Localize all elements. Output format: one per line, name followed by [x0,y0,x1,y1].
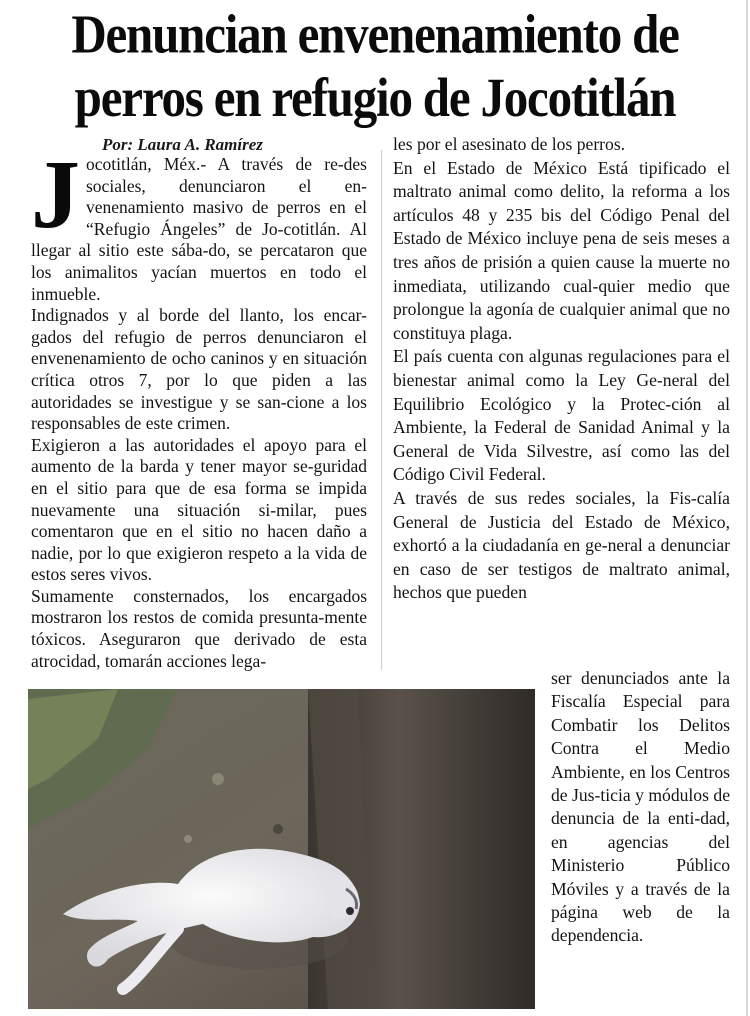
paragraph: Indignados y al borde del llanto, los encar-gados del refugio de perros denunciaron el envenenamiento de ocho caninos y en situación crítica otros 7, por lo que piden a las autoridades se investigue y se san-cione a los responsables de este crimen. [31,305,367,434]
column-divider [381,150,382,670]
narrow-column [551,667,730,948]
right-column [393,133,730,605]
paragraph: ser denunciados ante la Fiscalía Especial para Combatir los Delitos Contra el Medio Ambiente, en los Centros de Jus-ticia y módulos de denuncia de la enti-dad, en agencias del Ministerio Público Móviles y a través de la página web de la dependencia. [551,668,730,946]
paragraph: Exigieron a las autoridades el apoyo para el aumento de la barda y tener mayor se-guridad en el sitio para que de esa forma se impida nuevamente una situación si-milar, pues comentaron que en el sitio no hacen daño a nadie, por lo que exigieron respeto a la vida de estos seres vivos. [31,434,367,585]
paragraph: En el Estado de México Está tipificado el maltrato animal como delito, la reforma a los artículos 48 y 235 bis del Código Penal del Estado de México incluye pena de seis meses a tres años de prisión a quien cause la muerte no inmediata, utilizando cual-quier medio que prolongue la agonía de cualquier animal que no constituya plaga. [393,157,730,343]
headline-line-2: perros en refugio de Jocotitlán [74,66,676,129]
drop-cap: J [31,141,80,249]
paragraph: Sumamente consternados, los encargados mostraron los restos de comida presunta-mente tóxicos. Aseguraron que derivado de esta atrocidad, tomarán acciones lega- [31,585,367,671]
paragraph: les por el asesinato de los perros. [393,134,626,154]
article-photo [28,689,535,1009]
headline [0,2,750,130]
lead-text: ocotitlán, Méx.- A través de re-des sociales, denunciaron el en-venenamiento masivo de perros en el “Refugio Ángeles” de Jo-cotitlán. Al llegar al sitio este sába-do, se percataron que los animalitos yacían muertos en todo el inmueble. [31,154,367,304]
headline-line-1: Denuncian envenenamiento de [71,3,679,65]
byline: Por: Laura A. Ramírez [102,135,263,154]
page-edge [746,0,748,1016]
paragraph: A través de sus redes sociales, la Fis-calía General de Justicia del Estado de México, exhortó a la ciudadanía en ge-neral a denunciar en caso de ser testigos de maltrato animal, hechos que pueden [393,487,730,603]
paragraph: El país cuenta con algunas regulaciones para el bienestar animal como la Ley Ge-neral del Equilibrio Ecológico y la Protec-ción al Ambiente, la Federal de Sanidad Animal y la General de Vida Silvestre, así como las del Código Civil Federal. [393,346,730,485]
